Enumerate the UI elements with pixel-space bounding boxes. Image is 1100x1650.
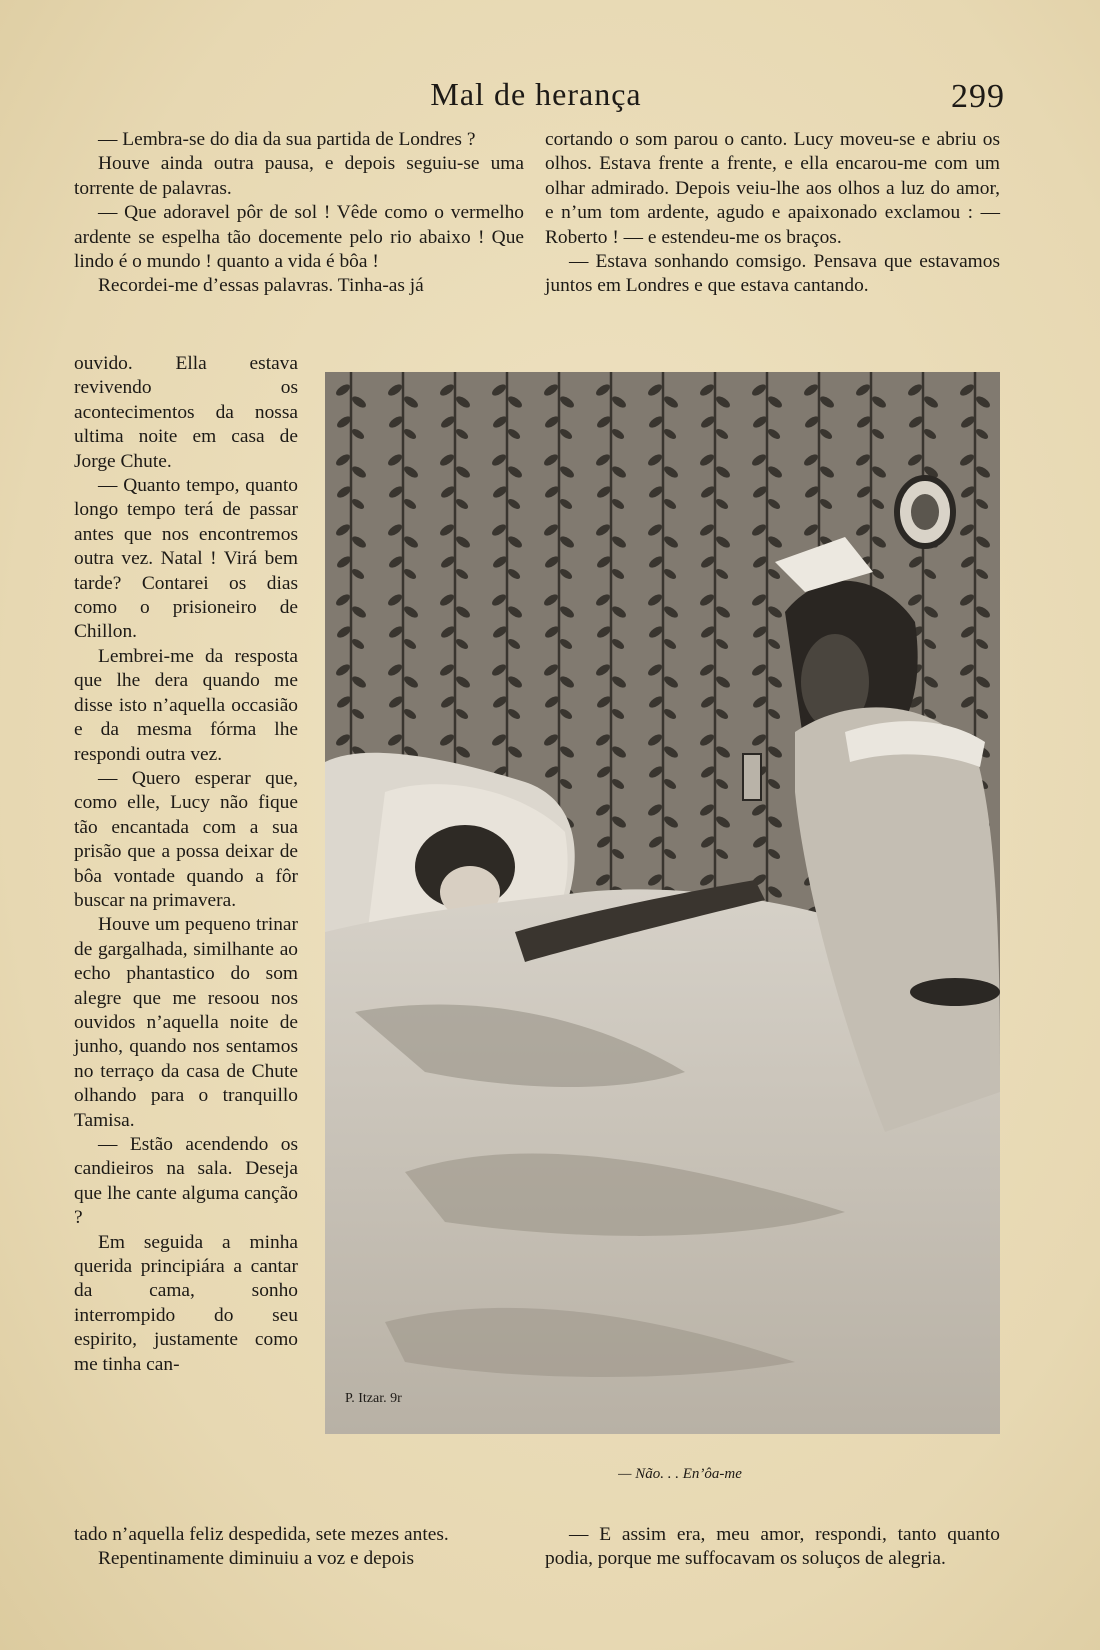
left-column-narrow — [74, 352, 298, 1377]
paragraph: Lembrei-me da resposta que lhe dera quando me disse isto n’aquella occasião e da mesma fórma lhe respondi outra vez. — [74, 645, 298, 765]
paragraph: cortando o som parou o canto. Lucy moveu-se e abriu os olhos. Estava frente a frente, e ella encarou-me com um olhar admirado. Depois veiu-lhe aos olhos a luz do amor, e n’um tom ardente, agudo e apaixonado exclamou : — Roberto ! — e estendeu-me os braços. — [545, 129, 1000, 248]
right-column-bottom — [545, 1523, 1000, 1572]
paragraph: — Estava sonhando comsigo. Pensava que estavamos juntos em Londres e que estava cantando. — [545, 251, 1000, 297]
paragraph: Houve um pequeno trinar de gargalhada, similhante ao echo phantastico do som alegre que me resoou nos ouvidos n’aquella noite de junho, quando nos sentamos no terraço da casa de Chute olhando para o tranquillo Tamisa. — [74, 914, 298, 1131]
right-column-top — [545, 128, 1000, 299]
paragraph: tado n’aquella feliz despedida, sete mezes antes. — [74, 1524, 449, 1545]
paragraph: — Lembra-se do dia da sua partida de Londres ? — [98, 129, 476, 150]
paragraph: Houve ainda outra pausa, e depois seguiu-se uma torrente de palavras. — [74, 153, 524, 199]
illustration-drawing — [325, 372, 1000, 1434]
paragraph: Repentinamente diminuiu a voz e depois — [98, 1548, 415, 1570]
paragraph: ouvido. Ella estava revivendo os acontecimentos da nossa ultima noite em casa de Jorge Chute. — [74, 353, 298, 472]
paragraph: — Quero esperar que, como elle, Lucy não fique tão encantada com a sua prisão que a possa deixar de bôa vontade quando a fôr buscar na primavera. — [74, 767, 298, 911]
paragraph: — Estão acendendo os candieiros na sala. Deseja que lhe cante alguma canção ? — [74, 1134, 298, 1229]
artist-signature: P. Itzar. 9r — [345, 1391, 402, 1406]
left-column-bottom — [74, 1523, 524, 1572]
paragraph: — Que adoravel pôr de sol ! Vêde como o vermelho ardente se espelha tão docemente pelo rio abaixo ! Que lindo é o mundo ! quanto a vida é bôa ! — [74, 202, 524, 273]
left-column-top — [74, 128, 524, 299]
running-title: Mal de herança — [430, 76, 642, 112]
illustration — [325, 372, 1000, 1434]
illustration-caption: — Não. . . En’ôa-me — [618, 1466, 742, 1482]
paragraph: Recordei-me d’essas palavras. Tinha-as já — [98, 275, 424, 297]
page-number: 299 — [951, 78, 1005, 115]
paragraph: — E assim era, meu amor, respondi, tanto quanto podia, porque me suffocavam os soluços de alegria. — [545, 1524, 1000, 1570]
paragraph: Em seguida a minha querida principiára a cantar da cama, sonho interrompido do seu espirito, justamente como me tinha can- — [74, 1231, 298, 1375]
paragraph: — Quanto tempo, quanto longo tempo terá de passar antes que nos encontremos outra vez. Natal ! Virá bem tarde? Contarei os dias como o prisioneiro de Chillon. — [74, 475, 298, 643]
